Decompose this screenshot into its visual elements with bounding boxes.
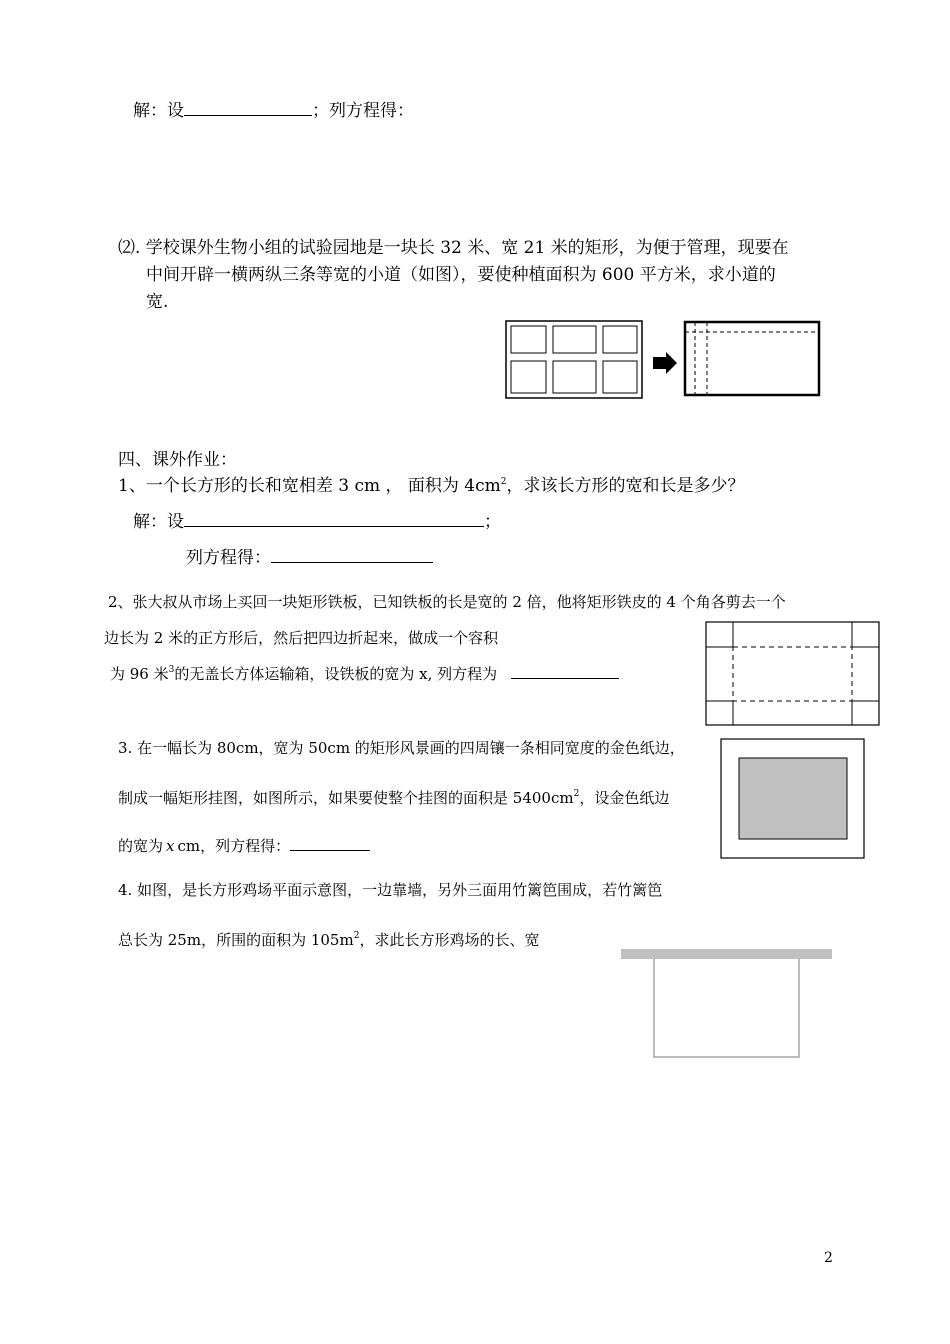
page-number: 2 bbox=[824, 1250, 833, 1266]
iron-sheet-figure bbox=[705, 621, 881, 727]
p4-line1: 4. 如图，是长方形鸡场平面示意图，一边靠墙，另外三面用竹篱笆围成，若竹篱笆 bbox=[118, 881, 663, 899]
arrow-right-icon bbox=[652, 351, 678, 375]
solution-prefix: 解：设 bbox=[133, 101, 184, 121]
equation-label: ；列方程得： bbox=[312, 101, 414, 121]
q2-line2: 中间开辟一横两纵三条等宽的小道（如图），要使种植面积为 600 平方米，求小道的 bbox=[146, 265, 776, 285]
p3-line2: 制成一幅矩形挂图，如图所示，如果要使整个挂图的面积是 $5400cm^2$，设金色纸边 bbox=[118, 789, 670, 807]
p1-line1: 1、一个长方形的长和宽相差 3 cm ， 面积为 $4cm^2$，求该长方形的宽和长是多少？ bbox=[118, 476, 745, 496]
variable-x: x bbox=[166, 837, 175, 855]
prev-solution-line bbox=[133, 101, 414, 120]
section-heading: 四、课外作业： bbox=[118, 450, 237, 470]
p3-line1: 3. 在一幅长为 80cm，宽为 50cm 的矩形风景画的四周镶一条相同宽度的金色纸边， bbox=[118, 739, 685, 757]
answer-blank[interactable] bbox=[184, 101, 312, 116]
garden-with-paths-figure bbox=[505, 320, 645, 400]
p2-line1: 2、张大叔从市场上买回一块矩形铁板，已知铁板的长是宽的 2 倍，他将矩形铁皮的 4 个角各剪去一个 bbox=[108, 593, 786, 611]
p2-line2: 边长为 2 米的正方形后，然后把四边折起来，做成一个容积 bbox=[104, 629, 499, 647]
wall bbox=[621, 949, 832, 959]
p1-equation-line: 列方程得： bbox=[186, 548, 433, 567]
q2-line3: 宽. bbox=[146, 292, 169, 312]
equation-blank[interactable] bbox=[290, 838, 370, 851]
chicken-yard-figure bbox=[620, 948, 834, 1060]
p2-line3: 为 96 米$^3$的无盖长方体运输箱，设铁板的宽为 x, 列方程为 bbox=[110, 666, 619, 682]
q2-line1: ⑵. 学校课外生物小组的试验园地是一块长 32 米、宽 21 米的矩形，为便于管理，现要在 bbox=[118, 238, 789, 258]
p4-line2: 总长为 25m，所围的面积为 $105m^2$，求此长方形鸡场的长、宽 bbox=[118, 931, 540, 949]
equation-blank[interactable] bbox=[511, 666, 619, 679]
framed-picture-figure bbox=[720, 738, 866, 860]
garden-rearranged-figure bbox=[683, 320, 823, 398]
p1-solution-line: 解：设 ； bbox=[133, 512, 501, 532]
p3-line3: 的宽为 x cm，列方程得： bbox=[118, 838, 370, 854]
answer-blank[interactable] bbox=[184, 512, 484, 527]
equation-blank[interactable] bbox=[271, 548, 433, 563]
